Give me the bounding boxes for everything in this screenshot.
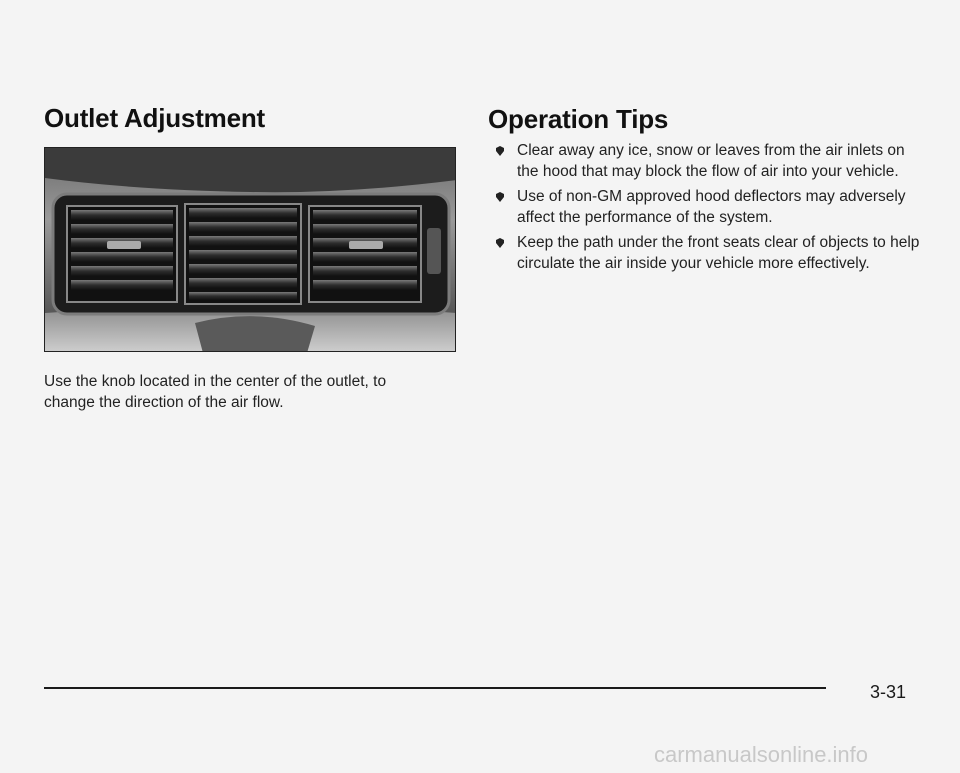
list-item (495, 140, 925, 182)
list-item (495, 232, 925, 274)
left-vent (67, 206, 177, 302)
bullet-icon (495, 145, 505, 157)
tip-text: Use of non-GM approved hood deflectors may adversely affect the performance of the system. (517, 188, 906, 226)
tip-text: Keep the path under the front seats clear of objects to help circulate the air inside your vehicle more effectively. (517, 234, 920, 272)
page-number: 3-31 (870, 682, 907, 702)
air-outlet-photo (44, 147, 456, 352)
operation-tips-heading: Operation Tips (488, 104, 669, 134)
list-item (495, 186, 925, 228)
watermark: carmanualsonline.info (654, 742, 869, 767)
tip-text: Clear away any ice, snow or leaves from the air inlets on the hood that may block the flow of air into your vehicle. (517, 142, 905, 180)
air-outlet-illustration (45, 148, 456, 352)
bullet-icon (495, 237, 505, 249)
outlet-adjustment-heading: Outlet Adjustment (44, 103, 265, 133)
operation-tips-list (495, 140, 925, 278)
footer-rule (44, 687, 826, 689)
center-vent (185, 204, 301, 304)
right-vent (309, 206, 421, 302)
outlet-adjustment-text: Use the knob located in the center of the outlet, to change the direction of the air flow. (44, 373, 387, 411)
bullet-icon (495, 191, 505, 203)
